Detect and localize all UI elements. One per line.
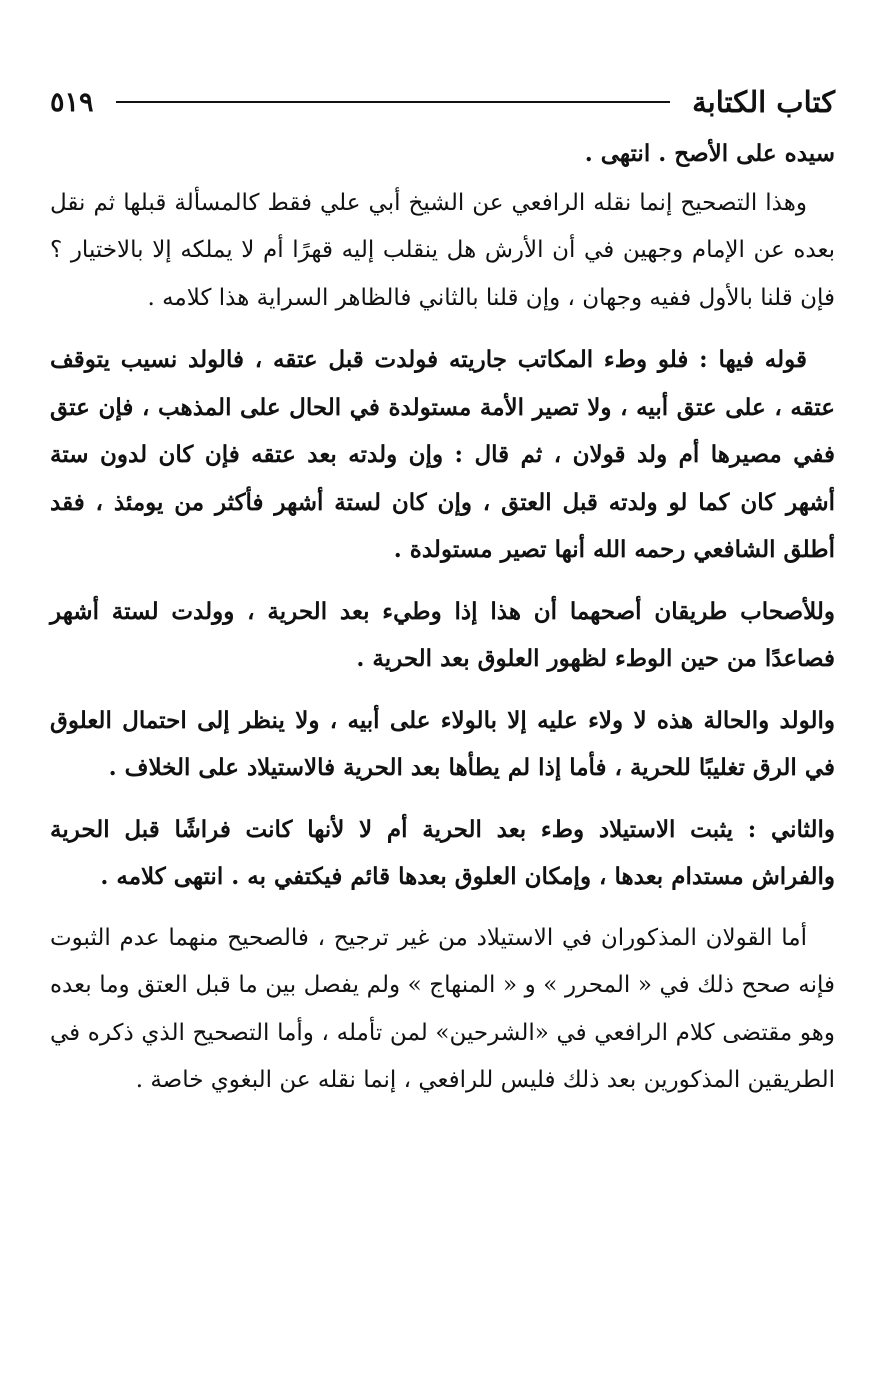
page-header	[50, 80, 835, 124]
paragraph-commentary-1: وهذا التصحيح إنما نقله الرافعي عن الشيخ أبي علي فقط كالمسألة قبلها ثم نقل بعده عن الإمام وجهين في أن الأرش هل ينقلب إليه قهرًا أم لا يملكه إلا بالاختيار ؟ فإن قلنا بالأول ففيه وجهان ، وإن قلنا بالثاني فالظاهر السراية هذا كلامه .	[50, 189, 835, 311]
paragraph-child-status: والولد والحالة هذه لا ولاء عليه إلا بالولاء على أبيه ، ولا ينظر إلى احتمال العلوق في الرق تغليبًا للحرية ، فأما إذا لم يطأها بعد الحرية فالاستيلاد على الخلاف .	[50, 706, 835, 781]
page-number: ٥١٩	[50, 86, 94, 118]
book-title: كتاب الكتابة	[692, 85, 835, 119]
paragraph-second-way: والثاني : يثبت الاستيلاد وطء بعد الحرية أم لا لأنها كانت فراشًا قبل الحرية والفراش مستدام بعدها ، وإمكان العلوق بعدها قائم فيكتفي به . انتهى كلامه .	[50, 815, 835, 890]
header-rule	[116, 101, 671, 103]
paragraph-quoted-text: قوله فيها : فلو وطء المكاتب جاريته فولدت قبل عتقه ، فالولد نسيب يتوقف عتقه ، على عتق أبيه ، ولا تصير الأمة مستولدة في الحال على المذهب ، فإن عتق ففي مصيرها أم ولد قولان ، ثم قال : وإن ولدته بعد عتقه فإن كان لدون ستة أشهر كان كما لو ولدته قبل العتق ، وإن كان لستة أشهر فأكثر من يومئذ ، فقد أطلق الشافعي رحمه الله أنها تصير مستولدة .	[50, 346, 835, 563]
paragraph-continuation: سيده على الأصح . انتهى .	[584, 140, 835, 167]
paragraph-two-ways: وللأصحاب طريقان أصحهما أن هذا إذا وطيء بعد الحرية ، وولدت لستة أشهر فصاعدًا من حين الوطء لظهور العلوق بعد الحرية .	[50, 597, 835, 672]
paragraph-commentary-2: أما القولان المذكوران في الاستيلاد من غير ترجيح ، فالصحيح منهما عدم الثبوت فإنه صحح ذلك في « المحرر » و « المنهاج » ولم يفصل بين ما قبل العتق وما بعده وهو مقتضى كلام الرافعي في «الشرحين» لمن تأمله ، وأما التصحيح الذي ذكره في الطريقين المذكورين بعد ذلك فليس للرافعي ، إنما نقله عن البغوي خاصة .	[50, 924, 835, 1093]
